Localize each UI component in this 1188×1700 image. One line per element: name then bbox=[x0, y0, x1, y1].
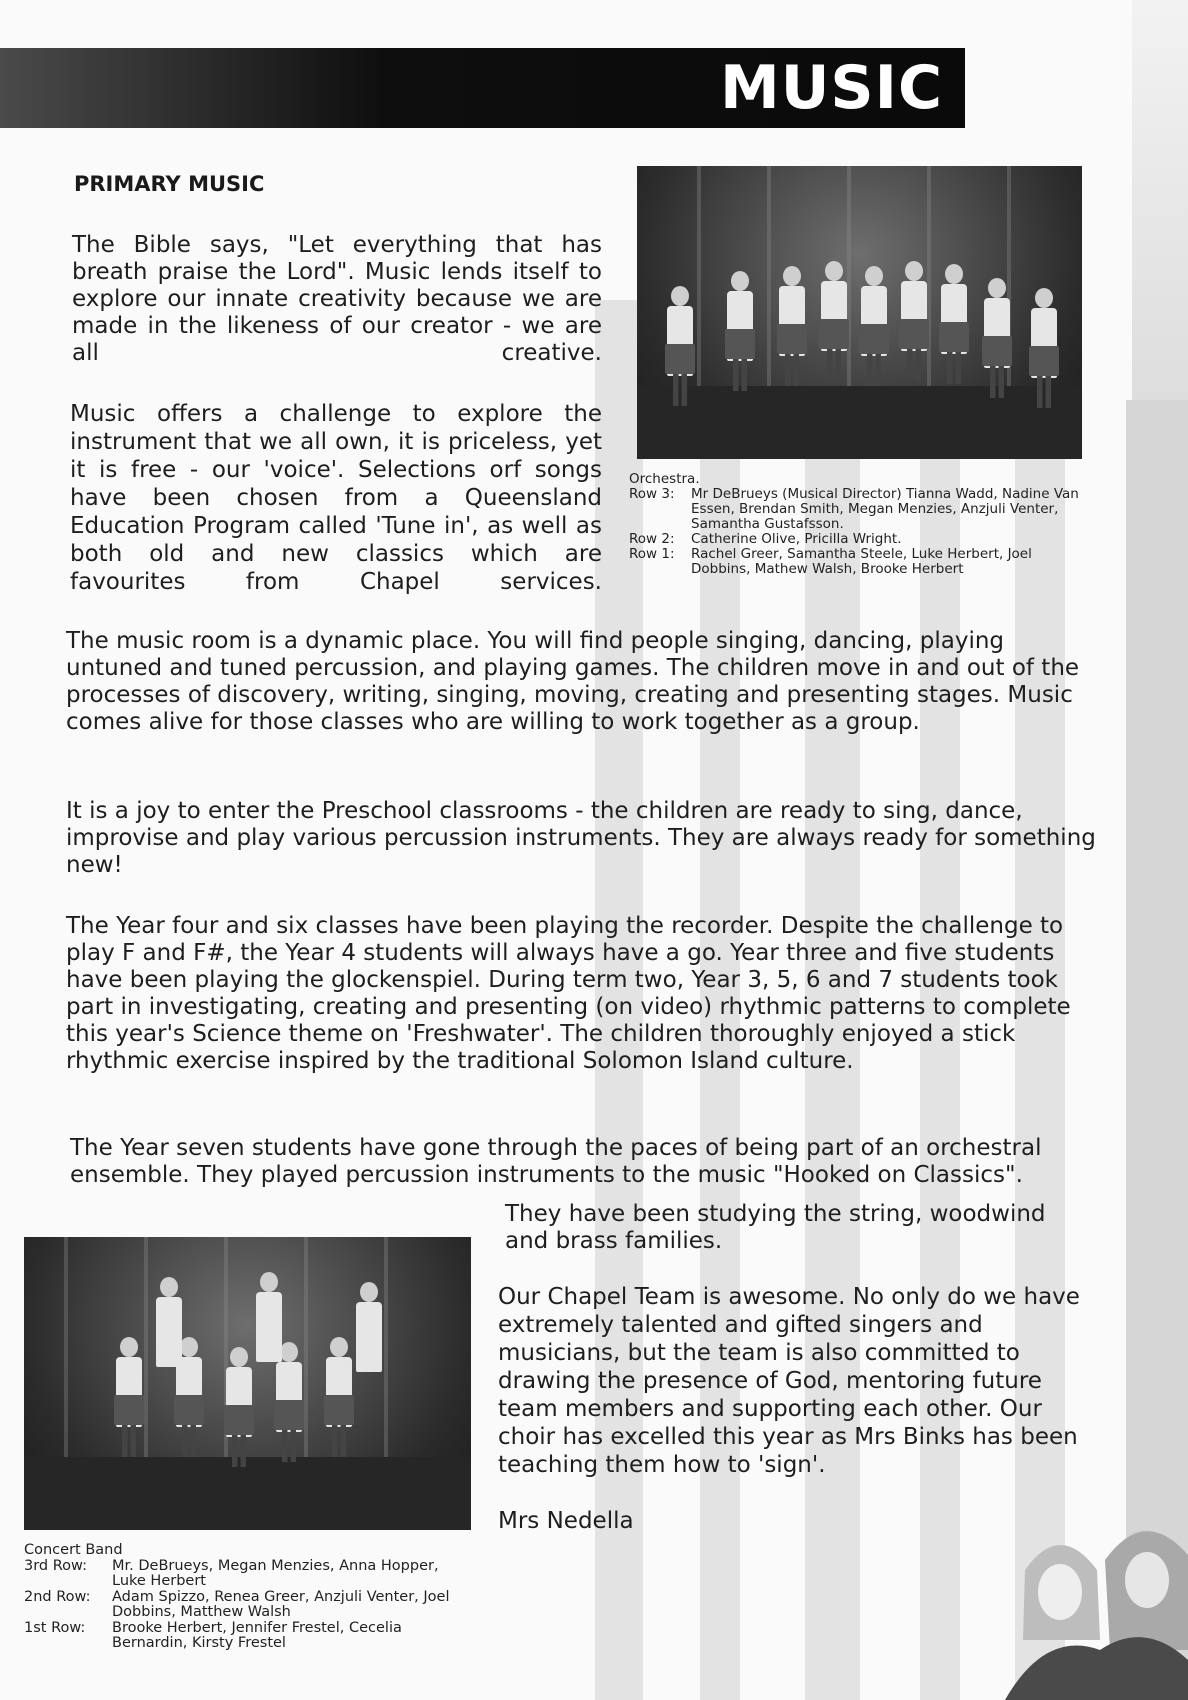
row-names: Brooke Herbert, Jennifer Frestel, Cecelia Bernardin, Kirsty Frestel bbox=[112, 1619, 402, 1651]
section-title: PRIMARY MUSIC bbox=[74, 172, 265, 196]
orchestra-row-2 bbox=[629, 532, 1079, 547]
right-edge-band bbox=[1132, 0, 1188, 420]
row-names: Mr DeBrueys (Musical Director) Tianna Wadd, Nadine Van Essen, Brendan Smith, Megan Menzies, Anzjuli Venter, Samantha Gustafsson. bbox=[691, 486, 1079, 532]
orchestra-caption-title: Orchestra. bbox=[629, 471, 700, 487]
intro-paragraph-1: The Bible says, "Let everything that has breath praise the Lord". Music lends itself to explore our innate creativity because we are made in the likeness of our creator - we are all creative. bbox=[72, 232, 602, 366]
header-bar bbox=[0, 48, 965, 128]
page-title: MUSIC bbox=[720, 53, 943, 123]
row-label: 3rd Row: bbox=[24, 1557, 87, 1574]
decorative-students-image bbox=[1005, 1500, 1188, 1700]
band-row-1 bbox=[24, 1621, 464, 1652]
row-label: 2nd Row: bbox=[24, 1588, 91, 1605]
right-paragraph-1: They have been studying the string, woodwind and brass families. bbox=[505, 1201, 1046, 1254]
row-names: Rachel Greer, Samantha Steele, Luke Herbert, Joel Dobbins, Mathew Walsh, Brooke Herbert bbox=[691, 546, 1032, 577]
body-paragraph-4: The Year seven students have gone through the paces of being part of an orchestral ensemble. They played percussion instruments to the music "Hooked on Classics". bbox=[70, 1135, 1042, 1188]
row-label: Row 2: bbox=[629, 531, 675, 547]
orchestra-caption bbox=[629, 472, 1079, 577]
row-names: Mr. DeBrueys, Megan Menzies, Anna Hopper, Luke Herbert bbox=[112, 1557, 439, 1589]
body-paragraph-3: The Year four and six classes have been playing the recorder. Despite the challenge to play F and F#, the Year 4 students will always have a go. Year three and five students have been playing the glockenspiel. During term two, Year 3, 5, 6 and 7 students took part in investigating, creating and presenting (on video) rhythmic patterns to complete this year's Science theme on 'Freshwater'. The children thoroughly enjoyed a stick rhythmic exercise inspired by the traditional Solomon Island culture. bbox=[66, 913, 1071, 1074]
signature: Mrs Nedella bbox=[498, 1508, 634, 1534]
row-names: Catherine Olive, Pricilla Wright. bbox=[691, 531, 902, 547]
body-paragraph-1: The music room is a dynamic place. You will find people singing, dancing, playing untuned and tuned percussion, and playing games. The children move in and out of the processes of discovery, writing, singing, moving, creating and presenting stages. Music comes alive for those classes who are willing to work together as a group. bbox=[66, 628, 1080, 735]
orchestra-row-3 bbox=[629, 487, 1079, 532]
row-label: Row 3: bbox=[629, 486, 675, 502]
intro-paragraph-2: Music offers a challenge to explore the instrument that we all own, it is priceless, yet it is free - our 'voice'. Selections orf songs have been chosen from a Queensland Education Program called 'Tune in', as well as both old and new classics which are favourites from Chapel services. bbox=[70, 401, 602, 595]
orchestra-row-1 bbox=[629, 547, 1079, 577]
concert-band-caption bbox=[24, 1543, 464, 1652]
concert-band-photo bbox=[24, 1237, 471, 1530]
row-label: 1st Row: bbox=[24, 1619, 86, 1636]
row-names: Adam Spizzo, Renea Greer, Anzjuli Venter, Joel Dobbins, Matthew Walsh bbox=[112, 1588, 450, 1620]
band-row-2 bbox=[24, 1590, 464, 1621]
band-row-3 bbox=[24, 1559, 464, 1590]
orchestra-photo bbox=[637, 166, 1082, 459]
body-paragraph-2: It is a joy to enter the Preschool classrooms - the children are ready to sing, dance, improvise and play various percussion instruments. They are always ready for something new! bbox=[66, 798, 1096, 878]
row-label: Row 1: bbox=[629, 546, 675, 562]
right-paragraph-2: Our Chapel Team is awesome. No only do we have extremely talented and gifted singers and musicians, but the team is also committed to drawing the presence of God, mentoring future team members and supporting each other. Our choir has excelled this year as Mrs Binks has been teaching them how to 'sign'. bbox=[498, 1284, 1080, 1478]
concert-band-caption-title: Concert Band bbox=[24, 1542, 123, 1558]
